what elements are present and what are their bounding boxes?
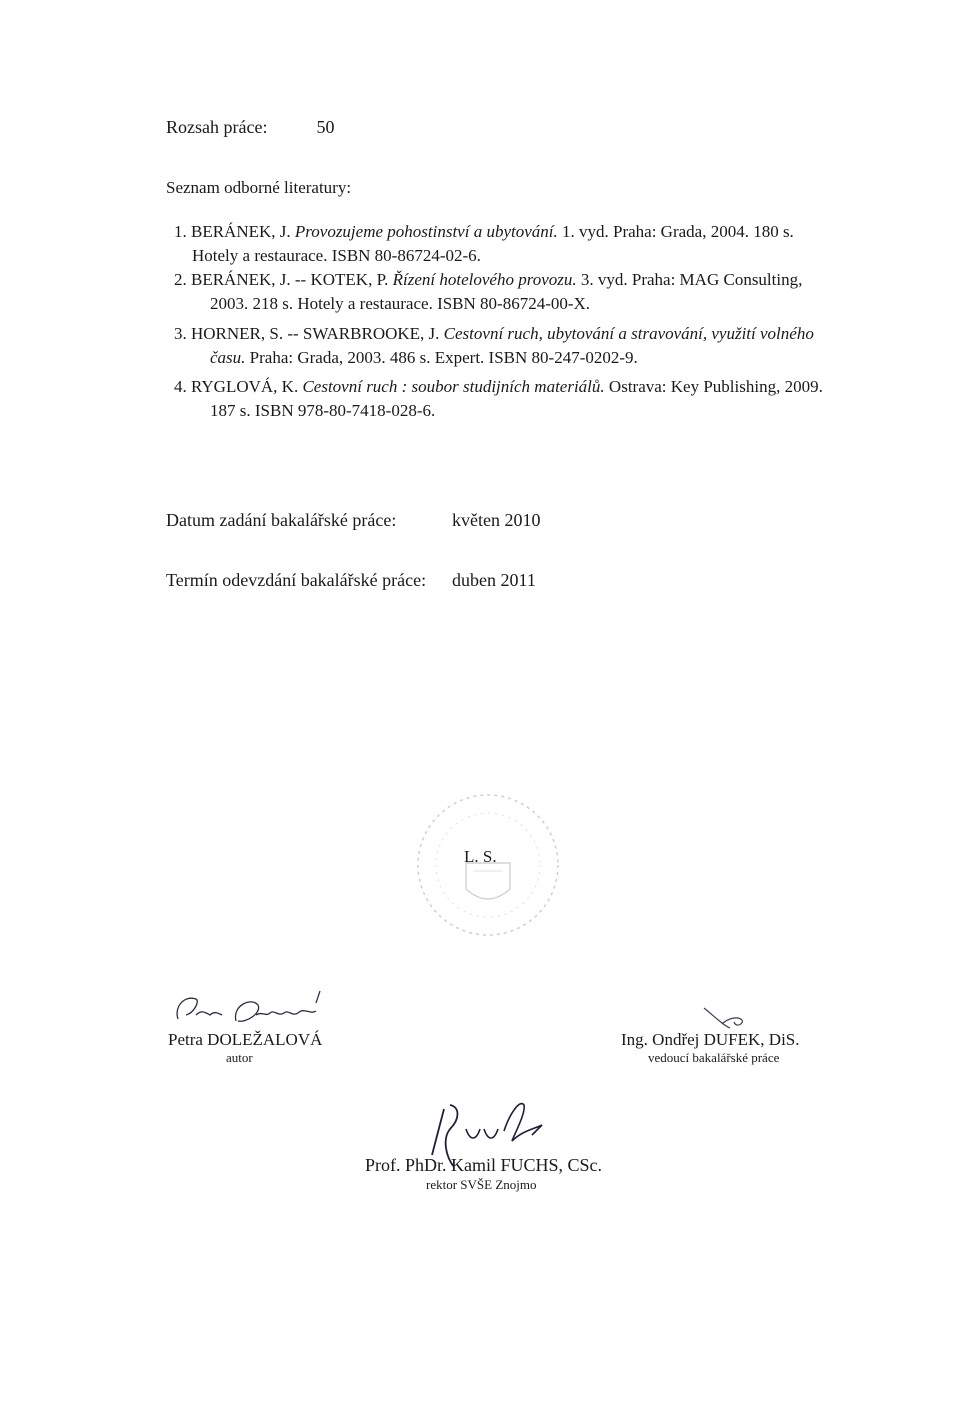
item-title: Cestovní ruch : soubor studijních materiálů.: [302, 377, 605, 396]
item-title: Provozujeme pohostinství a ubytování.: [294, 222, 558, 241]
literature-item-3: [174, 322, 864, 370]
literature-item-1: [174, 220, 864, 268]
literature-item-4: [174, 375, 864, 423]
literature-item-2: [174, 268, 864, 316]
item-details-continued: Praha: Grada, 2003. 486 s. Expert. ISBN 80-247-0202-9.: [249, 348, 638, 367]
supervisor-name: Ing. Ondřej DUFEK, DiS.: [621, 1030, 800, 1049]
item-author: BERÁNEK, J.: [191, 222, 291, 241]
scope-value: 50: [316, 117, 335, 137]
rector-role: rektor SVŠE Znojmo: [426, 1177, 537, 1192]
author-name: Petra DOLEŽALOVÁ: [168, 1030, 323, 1049]
author-role: autor: [226, 1050, 253, 1065]
submission-date-label: Termín odevzdání bakalářské práce:: [166, 570, 427, 590]
seal-text: L. S.: [464, 847, 497, 866]
item-number: 1.: [174, 222, 187, 241]
item-details: 1. vyd. Praha: Grada, 2004. 180 s.: [561, 222, 794, 241]
item-details-continued: 2003. 218 s. Hotely a restaurace. ISBN 80-86724-00-X.: [210, 294, 591, 313]
item-number: 3.: [174, 324, 187, 343]
scope-row: [166, 117, 334, 138]
item-author: BERÁNEK, J. -- KOTEK, P.: [191, 270, 389, 289]
scope-label: Rozsah práce:: [166, 117, 268, 137]
literature-heading: Seznam odborné literatury:: [166, 178, 352, 197]
item-details: 3. vyd. Praha: MAG Consulting,: [580, 270, 803, 289]
item-title-continued: času.: [210, 348, 246, 367]
rector-name: Prof. PhDr. Kamil FUCHS, CSc.: [365, 1155, 603, 1175]
item-number: 4.: [174, 377, 187, 396]
assignment-date-label: Datum zadání bakalářské práce:: [166, 510, 397, 530]
item-details-continued: 187 s. ISBN 978-80-7418-028-6.: [210, 401, 436, 420]
item-details: Ostrava: Key Publishing, 2009.: [608, 377, 823, 396]
item-details-continued: Hotely a restaurace. ISBN 80-86724-02-6.: [192, 246, 481, 265]
item-title: Řízení hotelového provozu.: [392, 270, 577, 289]
author-signature-icon: [170, 985, 340, 1033]
assignment-date-value: květen 2010: [452, 510, 541, 530]
item-number: 2.: [174, 270, 187, 289]
item-author: HORNER, S. -- SWARBROOKE, J.: [191, 324, 440, 343]
item-title: Cestovní ruch, ubytování a stravování, využití volného: [443, 324, 814, 343]
item-author: RYGLOVÁ, K.: [191, 377, 299, 396]
submission-date-value: duben 2011: [452, 570, 536, 590]
supervisor-role: vedoucí bakalářské práce: [648, 1050, 780, 1065]
